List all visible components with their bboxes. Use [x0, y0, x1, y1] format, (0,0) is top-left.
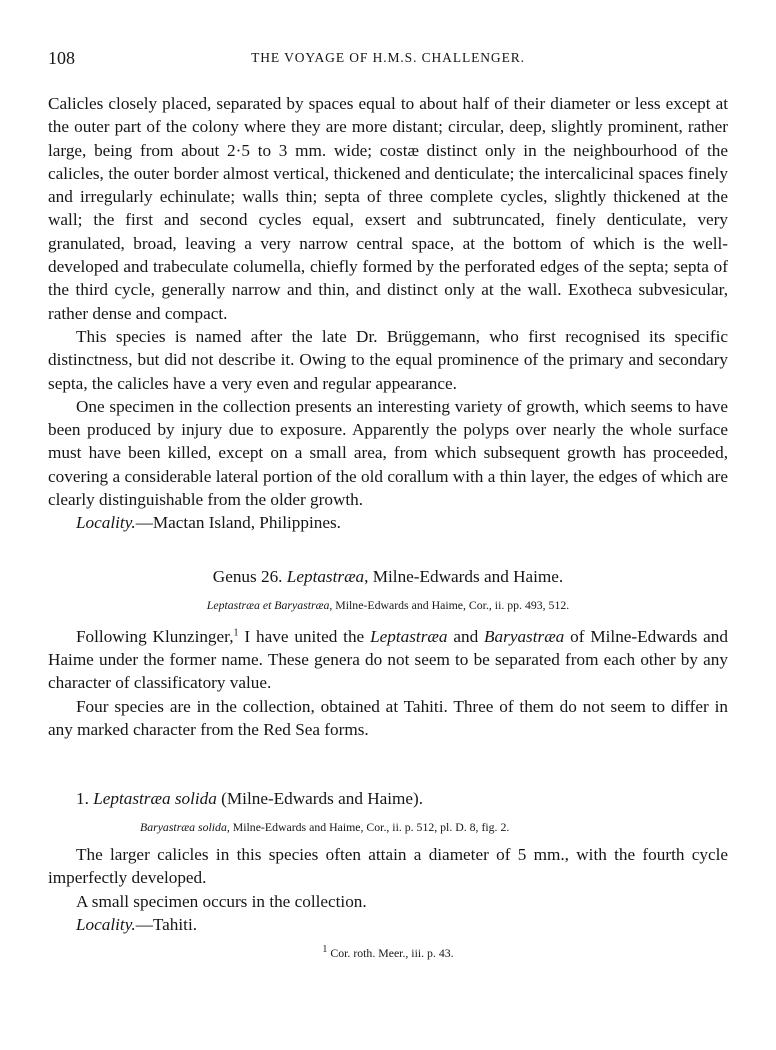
footnote: [48, 946, 728, 961]
klunzinger-text-d: of Milne-Edwards and Haime under the former name. These genera do not seem to be separated from each other by any character of classificatory value.: [48, 626, 728, 693]
genus-synonym-names: Leptastræa et Baryastræa: [206, 597, 330, 612]
locality-label-2: Locality.: [76, 915, 136, 935]
locality-line-2: [48, 913, 728, 936]
genus-synonym-ref: , Milne-Edwards and Haime, Cor., ii. pp. 493, 512.: [329, 597, 570, 612]
locality-value: —Mactan Island, Philippines.: [135, 513, 341, 533]
specimen-paragraph: A small specimen occurs in the collection.: [76, 891, 367, 911]
species-name: Leptastræa solida: [93, 789, 217, 809]
footnote-ref: 1: [233, 626, 239, 638]
genus-name-leptastraea: Leptastræa: [370, 626, 448, 646]
klunzinger-text-c: and: [447, 626, 485, 646]
locality-value-2: —Tahiti.: [135, 915, 198, 935]
genus-name: Leptastræa: [286, 566, 365, 586]
genus-heading: [48, 565, 728, 589]
genus-prefix: Genus 26.: [212, 566, 287, 586]
running-title: THE VOYAGE OF H.M.S. CHALLENGER.: [251, 50, 525, 65]
species-ref-text: , Milne-Edwards and Haime, Cor., ii. p. 512, pl. D. 8, fig. 2.: [226, 820, 510, 835]
naming-paragraph: This species is named after the late Dr. Brüggemann, who first recognised its specific distinctness, but did not describe it. Owing to the equal prominence of the primary and secondary septa, the calicles have a very even and regular appearance.: [48, 326, 728, 393]
genus-synonymy: [48, 595, 728, 615]
locality-line: [48, 511, 728, 534]
klunzinger-text-b: I have united the: [238, 626, 371, 646]
species-authority: (Milne-Edwards and Haime).: [216, 789, 424, 809]
page-header: [48, 48, 728, 72]
species-ref-name: Baryastræa solida: [140, 820, 227, 835]
species-heading: [48, 787, 728, 811]
page-number: 108: [48, 48, 75, 68]
genus-name-baryastraea: Baryastræa: [484, 626, 565, 646]
species-number: 1.: [76, 789, 94, 809]
growth-paragraph: One specimen in the collection presents an interesting variety of growth, which seems to have been produced by injury due to exposure. Apparently the polyps over nearly the whole surface must have been killed, except on a small area, from which subsequent growth has proceeded, covering a considerable lateral portion of the old corallum with a thin layer, the edges of which are clearly distinguishable from the older growth.: [48, 396, 728, 510]
species-reference: [140, 817, 728, 837]
four-species-paragraph: Four species are in the collection, obtained at Tahiti. Three of them do not seem to differ in any marked character from the Red Sea forms.: [48, 696, 728, 739]
species-description: Calicles closely placed, separated by spaces equal to about half of their diameter or less except at the outer part of the colony where they are more distant; circular, deep, slightly prominent, rather large, being from about 2·5 to 3 mm. wide; costæ distinct only in the neighbourhood of the calicles, the outer border almost vertical, thickened and denticulate; the intercalicinal spaces finely and irregularly echinulate; walls thin; septa of three complete cycles, slightly thickened at the wall; the first and second cycles equal, exsert and subtruncated, finely denticulate, very granulated, broad, leaving a very narrow central space, at the bottom of which is the well-developed and trabeculate columella, chiefly formed by the perforated edges of the septa; septa of the third cycle, generally narrow and thin, and distinct only at the wall. Exotheca subvesicular, rather dense and compact.: [48, 94, 728, 323]
footnote-marker: 1: [322, 944, 328, 956]
page-body: [48, 92, 728, 961]
calicles-paragraph: The larger calicles in this species often attain a diameter of 5 mm., with the fourth cycle imperfectly developed.: [48, 845, 728, 888]
klunzinger-paragraph: [48, 625, 728, 695]
genus-authority: , Milne-Edwards and Haime.: [364, 566, 564, 586]
locality-label: Locality.: [76, 513, 136, 533]
klunzinger-text-a: Following Klunzinger,: [76, 626, 234, 646]
footnote-text: Cor. roth. Meer., iii. p. 43.: [327, 946, 454, 961]
